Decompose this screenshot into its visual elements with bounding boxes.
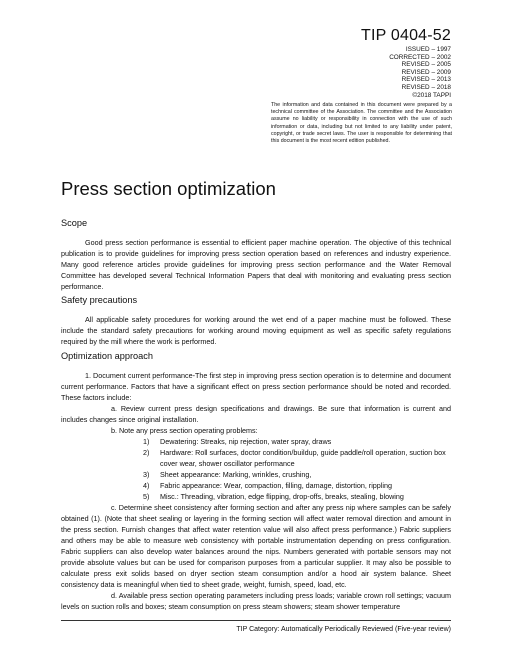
problem-number: 3) xyxy=(143,470,150,479)
problem-number: 2) xyxy=(143,448,150,457)
history-line: REVISED – 2018 xyxy=(401,83,451,91)
problem-number: 4) xyxy=(143,481,150,490)
safety-body: All applicable safety procedures for working around the wet end of a paper machine must be followed. These include the standard safety precautions for working around moving equipment as well as specific safety regulations required by the mill where the work is performed. xyxy=(61,315,451,346)
problem-number: 5) xyxy=(143,492,150,501)
disclaimer: The information and data contained in this document were prepared by a technical committee of the Association. The committee and the Association assume no liability or responsibility in connection with the use of such information or data, including but not limited to any liability under patent, copyright, or trade secret laws. The user is responsible for determining that this document is the most recent edition published. xyxy=(271,102,452,145)
scope-body: Good press section performance is essential to efficient paper machine operation. The objective of this technical publication is to provide guidelines for improving press section operation based on references and industry experience. Many good reference articles provide guidelines for improving press section performance and the Water Removal Committee has developed several Technical Information Papers that deal with monitoring and evaluating press section performance. xyxy=(61,238,451,291)
item-b: b. Note any press section operating problems: xyxy=(111,426,258,435)
item-c: c. Determine sheet consistency after forming section and after any press nip where samples can be safely obtained (1). (Note that sheet sealing or layering in the forming section will affect water removal direction and amount in the press section. Furnish changes that affect water retention value will also affect press performance.) Fabric suppliers and others may be able to measure web consistency with portable instrumentation depending on press configuration. Fabric suppliers can also develop water balances around the nips. Numbers generated with portable sensors may not provide absolute values but can be used for comparison purposes from a particular supplier. It may also be possible to calculate press exit solids based on dryer section steam consumption and/or a hood air system balance. Sheet consistency data is meaningful when tied to sheet grade, weight, furnish, speed, load, etc. xyxy=(61,503,451,589)
history-line: REVISED – 2005 xyxy=(401,61,451,69)
optimization-heading: Optimization approach xyxy=(61,351,153,361)
tip-number: TIP 0404-52 xyxy=(361,27,451,44)
scope-heading: Scope xyxy=(61,218,88,228)
revision-history xyxy=(389,46,451,99)
item-d: d. Available press section operating parameters including press loads; variable crown roll settings; vacuum levels on suction rolls and boxes; steam consumption on press steam showers; steam shower temperature xyxy=(61,591,451,611)
problem-number: 1) xyxy=(143,437,150,446)
item-1: 1. Document current performance-The first step in improving press section operation is to determine and document current performance. Factors that have a significant effect on press section performance should be noted and recorded. These factors include: xyxy=(61,371,451,402)
problem-text: Misc.: Threading, vibration, edge flipping, drop-offs, breaks, stealing, blowing xyxy=(160,492,404,501)
history-line: REVISED – 2009 xyxy=(401,68,451,76)
item-a: a. Review current press design specifications and drawings. Be sure that information is current and includes changes since original installation. xyxy=(61,404,451,424)
history-line: ISSUED – 1997 xyxy=(405,46,451,53)
tip-category-footer: TIP Category: Automatically Periodically Reviewed (Five-year review) xyxy=(236,626,451,633)
footer-rule xyxy=(61,620,451,621)
history-line: CORRECTED – 2002 xyxy=(389,53,451,61)
document-title: Press section optimization xyxy=(61,178,276,199)
history-line: REVISED – 2013 xyxy=(401,76,451,84)
copyright-line: ©2018 TAPPI xyxy=(412,91,451,99)
problem-text: Sheet appearance: Marking, wrinkles, crushing, xyxy=(160,470,312,479)
problem-text: Dewatering: Streaks, nip rejection, water spray, draws xyxy=(160,437,332,446)
safety-heading: Safety precautions xyxy=(61,295,138,305)
problem-text: Fabric appearance: Wear, compaction, filling, damage, distortion, rippling xyxy=(160,481,392,490)
problem-text: Hardware: Roll surfaces, doctor condition/buildup, guide paddle/roll operation, suction box cover wear, shower oscillator performance xyxy=(160,448,446,468)
